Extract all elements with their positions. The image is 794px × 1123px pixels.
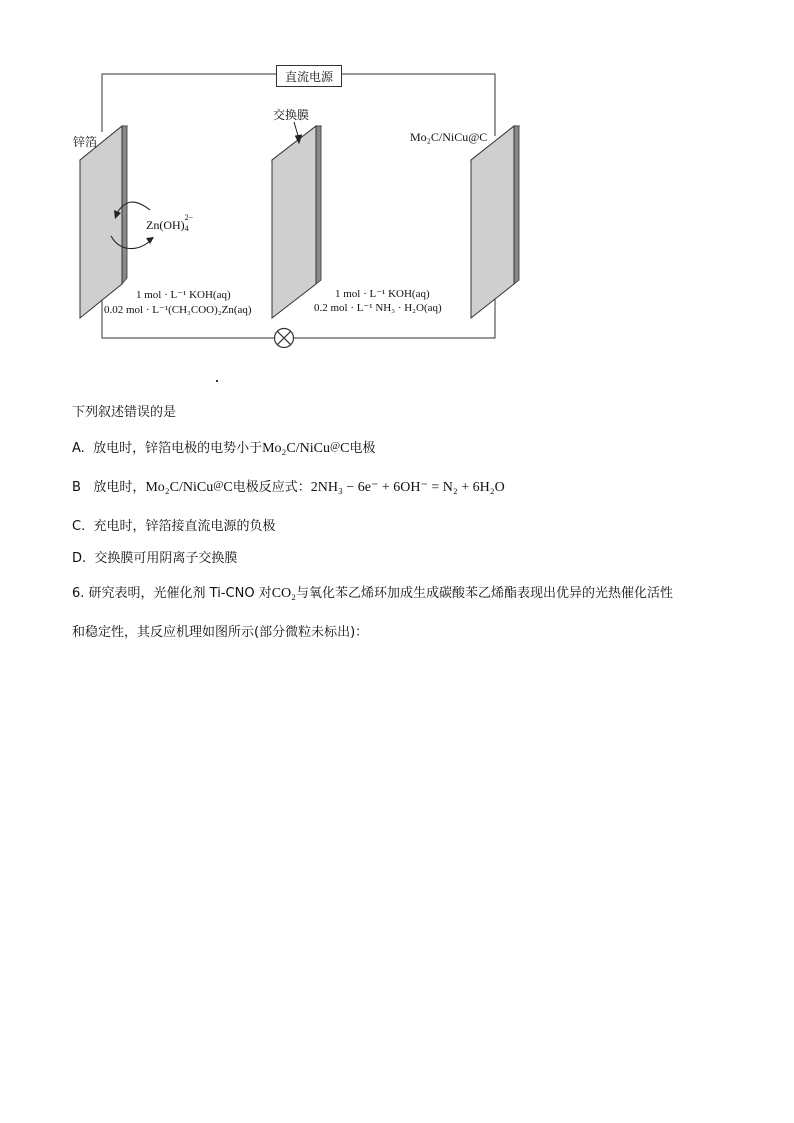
zinc-foil-label: 锌箔: [73, 135, 98, 149]
membrane-pointer-arrow: [294, 122, 302, 143]
question-stem: 下列叙述错误的是: [72, 405, 177, 420]
right-electrode-label: Mo₂C/NiCu@C: [410, 130, 488, 144]
stray-dot: [216, 380, 218, 382]
membrane-label: 交换膜: [273, 108, 310, 122]
option-b: B 放电时，Mo₂C/NiCu@C电极反应式：2NH₃ − 6e⁻ + 6OH⁻ = N₂ + 6H₂O: [72, 479, 505, 495]
question-6-line1: 6. 研究表明，光催化剂 Ti-CNO 对CO₂与氧化苯乙烯环加成生成碳酸苯乙烯酯表现出优异的光热催化活性: [72, 586, 674, 601]
option-a: A. 放电时，锌箔电极的电势小于Mo₂C/NiCu@C电极: [72, 440, 376, 456]
right-electrode: [471, 126, 519, 318]
left-electrolyte-line1: 1 mol · L⁻¹ KOH(aq): [136, 289, 231, 301]
right-electrolyte-line2: 0.2 mol · L⁻¹ NH₃ · H₂O(aq): [314, 302, 442, 314]
lamp-icon: [275, 329, 294, 348]
zinc-foil-electrode: [80, 126, 127, 318]
circuit-svg: [0, 0, 794, 400]
option-d: D. 交换膜可用阴离子交换膜: [72, 551, 238, 566]
question-6-line2: 和稳定性，其反应机理如图所示(部分微粒未标出)：: [72, 625, 369, 640]
electrolysis-diagram: [0, 0, 794, 400]
left-electrolyte-line2: 0.02 mol · L⁻¹(CH₃COO)₂Zn(aq): [104, 304, 252, 316]
power-supply-label: 直流电源: [276, 65, 342, 87]
zincate-ion-label: Zn(OH) 2− 4: [146, 213, 194, 233]
exchange-membrane: [272, 126, 321, 318]
option-c: C. 充电时，锌箔接直流电源的负极: [72, 519, 276, 534]
right-electrolyte-line1: 1 mol · L⁻¹ KOH(aq): [335, 288, 430, 300]
